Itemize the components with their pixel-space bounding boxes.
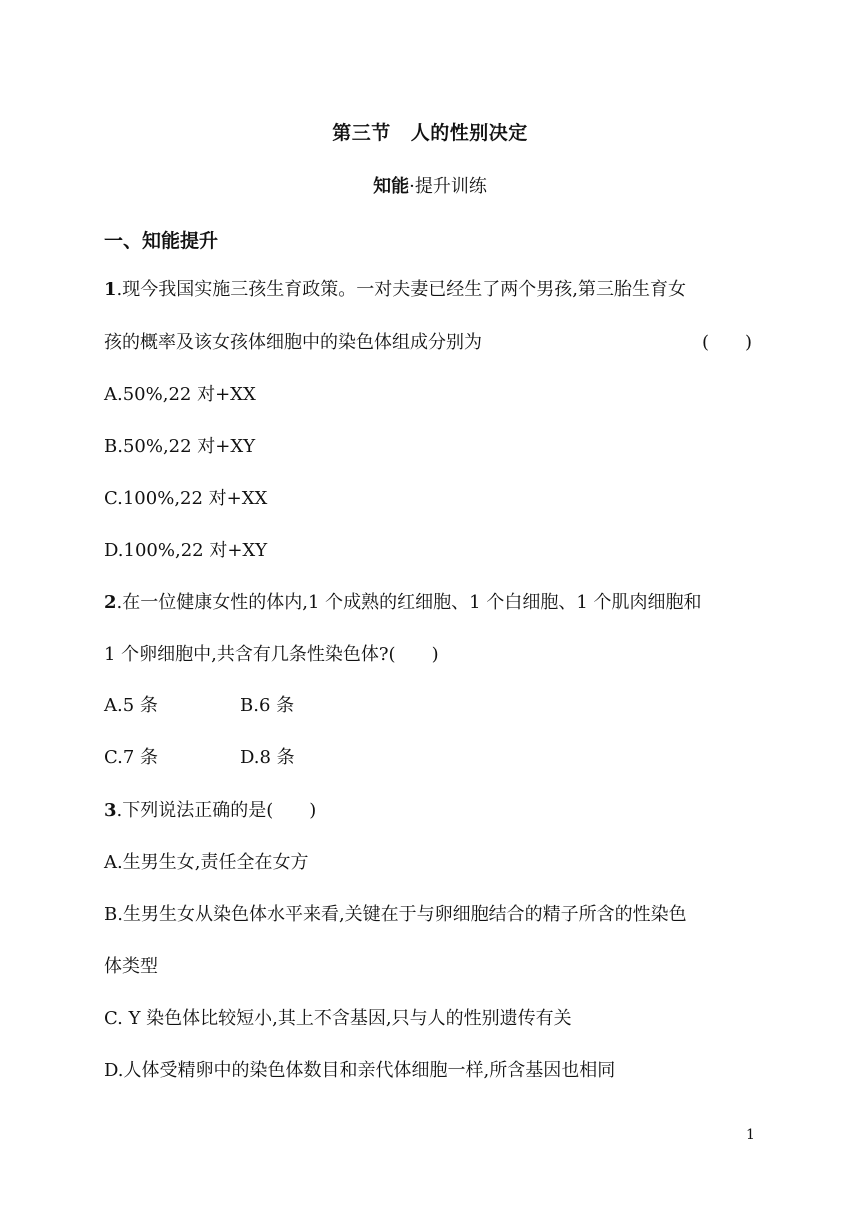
title-part2: 人的性别决定 (410, 122, 528, 144)
q2-line2: 1 个卵细胞中,共含有几条性染色体?( ) (104, 644, 439, 665)
q1-option-c: C.100%,22 对+XX (104, 488, 268, 509)
q2-option-d: D.8 条 (240, 747, 295, 768)
q2-line1 (104, 588, 702, 614)
q1-option-b: B.50%,22 对+XY (104, 436, 256, 457)
q2-option-c: C.7 条 (104, 747, 159, 768)
subtitle-rest: ·提升训练 (409, 176, 487, 197)
q3-option-a: A.生男生女,责任全在女方 (104, 852, 309, 873)
q3-text1: .下列说法正确的是( ) (116, 800, 317, 821)
section-title (0, 118, 860, 145)
q2-option-b: B.6 条 (240, 695, 295, 716)
q1-option-a: A.50%,22 对+XX (104, 384, 256, 405)
q1-line1 (104, 275, 686, 301)
q3-option-b-line2: 体类型 (104, 956, 158, 977)
subtitle (0, 172, 860, 198)
q3-option-d: D.人体受精卵中的染色体数目和亲代体细胞一样,所含基因也相同 (104, 1060, 616, 1081)
q2-text1: .在一位健康女性的体内,1 个成熟的红细胞、1 个白细胞、1 个肌肉细胞和 (116, 592, 702, 613)
q3-number: 3 (104, 800, 117, 821)
section-heading: 一、知能提升 (104, 230, 219, 252)
q1-number: 1 (104, 279, 117, 300)
q2-option-a: A.5 条 (104, 695, 158, 716)
q3-option-c: C. Y 染色体比较短小,其上不含基因,只与人的性别遗传有关 (104, 1008, 572, 1029)
page-number: 1 (746, 1127, 755, 1143)
q1-answer-paren: ( ) (702, 332, 753, 353)
q1-line2: 孩的概率及该女孩体细胞中的染色体组成分别为 (104, 332, 482, 353)
q2-number: 2 (104, 592, 117, 613)
q3-option-b-line1: B.生男生女从染色体水平来看,关键在于与卵细胞结合的精子所含的性染色 (104, 904, 687, 925)
title-part1: 第三节 (332, 122, 391, 144)
subtitle-bold: 知能 (373, 176, 410, 197)
q3-line1 (104, 796, 316, 822)
q1-option-d: D.100%,22 对+XY (104, 540, 268, 561)
q1-text1: .现今我国实施三孩生育政策。一对夫妻已经生了两个男孩,第三胎生育女 (116, 279, 686, 300)
